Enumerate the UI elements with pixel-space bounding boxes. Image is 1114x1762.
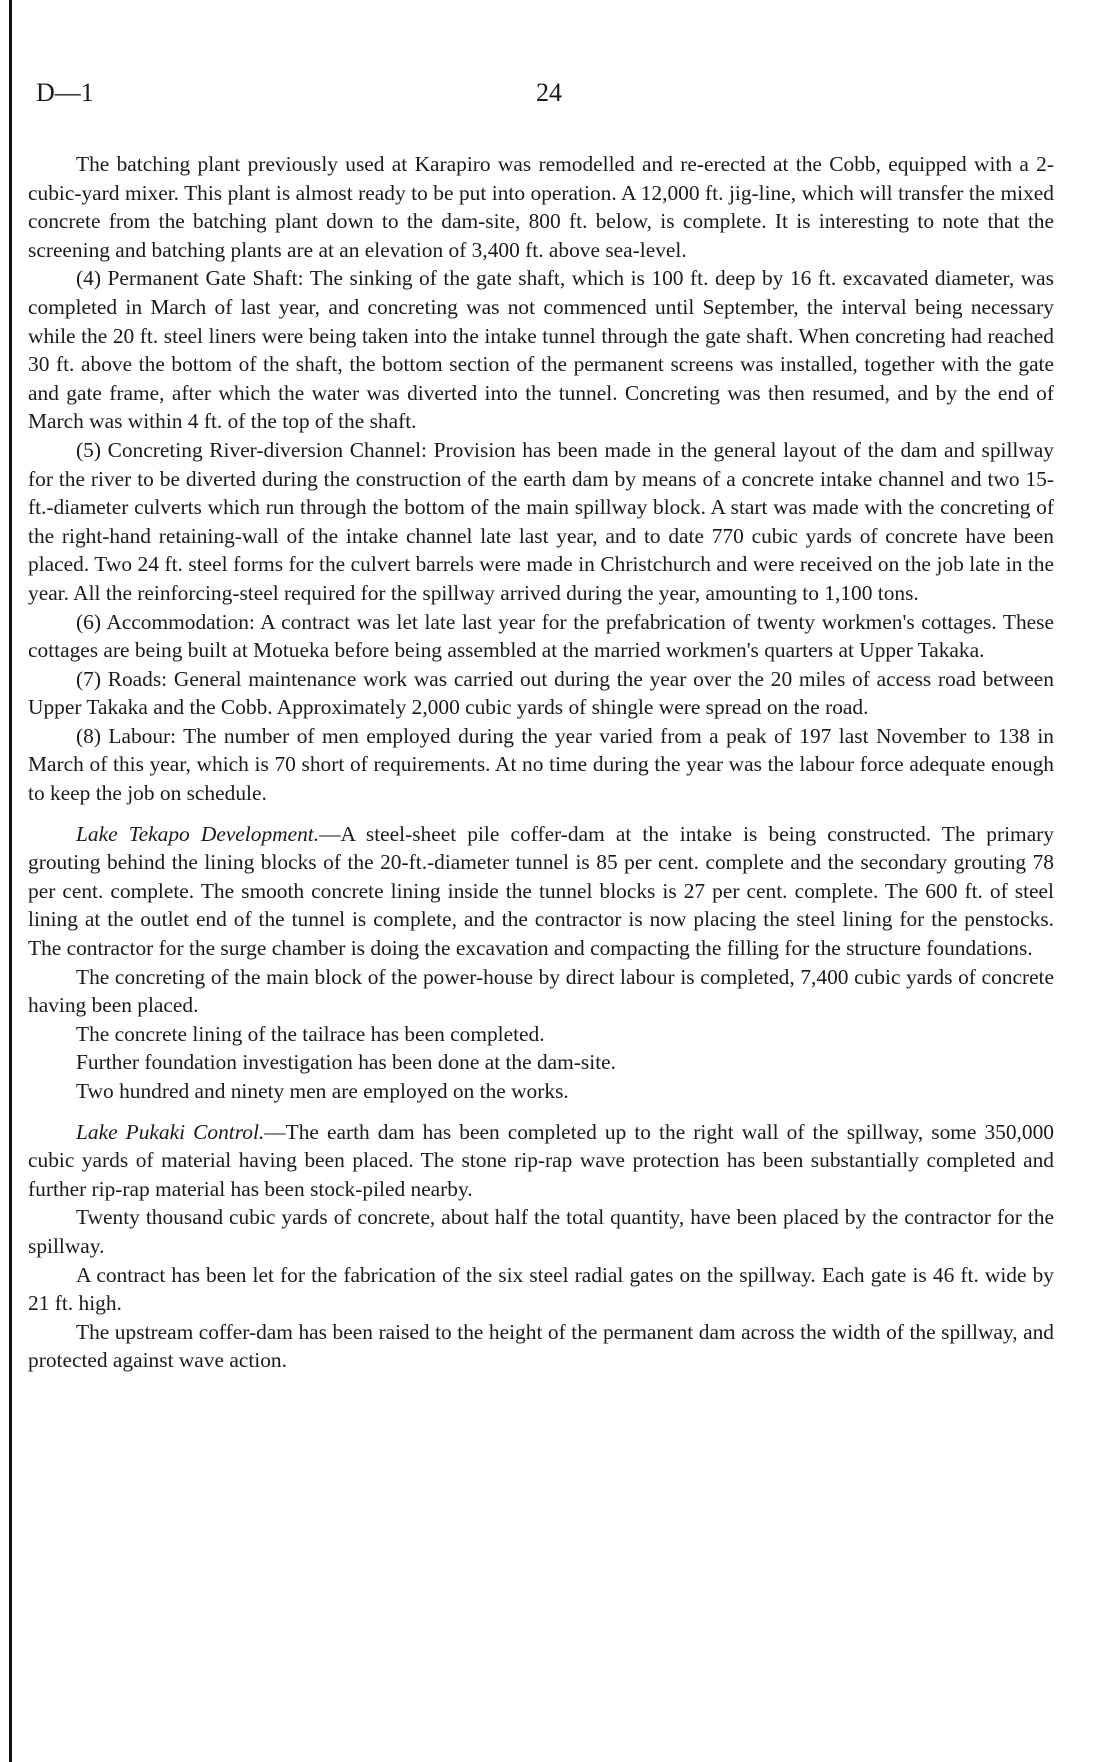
paragraph-foundation: Further foundation investigation has been done at the dam-site.	[76, 1050, 616, 1075]
page-number: 24	[536, 78, 562, 107]
paragraph-workforce: Two hundred and ninety men are employed on the works.	[76, 1079, 569, 1103]
paragraph-river-diversion: (5) Concreting River-diversion Channel: Provision has been made in the general layout of the dam and spillway for the river to be diverted during the construction of the earth dam by means of a concrete intake channel and two 15-ft.-diameter culverts which run through the bottom of the main spillway block. A start was made with the concreting of the right-hand retaining-wall of the intake channel late last year, and to date 770 cubic yards of concrete have been placed. Two 24 ft. steel forms for the culvert barrels were made in Christchurch and were received on the job late in the year. All the reinforcing-steel required for the spillway arrived during the year, amounting to 1,100 tons.	[28, 437, 1054, 605]
page-body	[28, 150, 1054, 1375]
paragraph-radial-gates: A contract has been let for the fabrication of the six steel radial gates on the spillway. Each gate is 46 ft. wide by 21 ft. high.	[28, 1262, 1054, 1316]
paragraph-gate-shaft: (4) Permanent Gate Shaft: The sinking of the gate shaft, which is 100 ft. deep by 16 ft. excavated diameter, was completed in March of last year, and concreting was not commenced until September, the interval being necessary while the 20 ft. steel liners were being taken into the intake tunnel through the gate shaft. When concreting had reached 30 ft. above the bottom of the shaft, the bottom section of the permanent screens was installed, together with the gate and gate frame, after which the water was diverted into the tunnel. Concreting was then resumed, and by the end of March was within 4 ft. of the top of the shaft.	[28, 266, 1054, 434]
left-margin-rule	[9, 0, 12, 1762]
paragraph-accommodation: (6) Accommodation: A contract was let late last year for the prefabrication of twenty workmen's cottages. These cottages are being built at Motueka before being assembled at the married workmen's quarters at Upper Takaka.	[28, 609, 1054, 663]
paragraph-power-house: The concreting of the main block of the power-house by direct labour is completed, 7,400 cubic yards of concrete having been placed.	[28, 964, 1054, 1018]
paragraph-roads: (7) Roads: General maintenance work was carried out during the year over the 20 miles of access road between Upper Takaka and the Cobb. Approximately 2,000 cubic yards of shingle were spread on the road.	[28, 666, 1054, 720]
section-heading-tekapo: Lake Tekapo Development.	[76, 821, 320, 846]
paragraph-labour: (8) Labour: The number of men employed during the year varied from a peak of 197 last November to 138 in March of this year, which is 70 short of requirements. At no time during the year was the labour force adequate enough to keep the job on schedule.	[28, 723, 1054, 806]
page-header	[36, 78, 1046, 118]
paragraph-tailrace: The concrete lining of the tailrace has been completed.	[76, 1021, 545, 1046]
document-code: D—1	[36, 78, 94, 107]
section-heading-pukaki: Lake Pukaki Control.	[76, 1119, 265, 1144]
paragraph-pukaki: Lake Pukaki Control.—The earth dam has been completed up to the right wall of the spillway, some 350,000 cubic yards of material having been placed. The stone rip-rap wave protection has been substantially completed and further rip-rap material has been stock-piled nearby.	[28, 1119, 1054, 1201]
paragraph-spillway-concrete: Twenty thousand cubic yards of concrete, about half the total quantity, have been placed by the contractor for the spillway.	[28, 1205, 1054, 1258]
paragraph-batching-plant: The batching plant previously used at Karapiro was remodelled and re-erected at the Cobb, equipped with a 2-cubic-yard mixer. This plant is almost ready to be put into operation. A 12,000 ft. jig-line, which will transfer the mixed concrete from the batching plant down to the dam-site, 800 ft. below, is complete. It is interesting to note that the screening and batching plants are at an elevation of 3,400 ft. above sea-level.	[28, 152, 1054, 262]
paragraph-coffer-dam: The upstream coffer-dam has been raised to the height of the permanent dam across the width of the spillway, and protected against wave action.	[28, 1319, 1054, 1373]
paragraph-tekapo: Lake Tekapo Development.—A steel-sheet pile coffer-dam at the intake is being constructed. The primary grouting behind the lining blocks of the 20-ft.-diameter tunnel is 85 per cent. complete and the secondary grouting 78 per cent. complete. The smooth concrete lining inside the tunnel blocks is 27 per cent. complete. The 600 ft. of steel lining at the outlet end of the tunnel is complete, and the contractor is now placing the steel lining for the penstocks. The contractor for the surge chamber is doing the excavation and compacting the filling for the structure foundations.	[28, 821, 1055, 961]
